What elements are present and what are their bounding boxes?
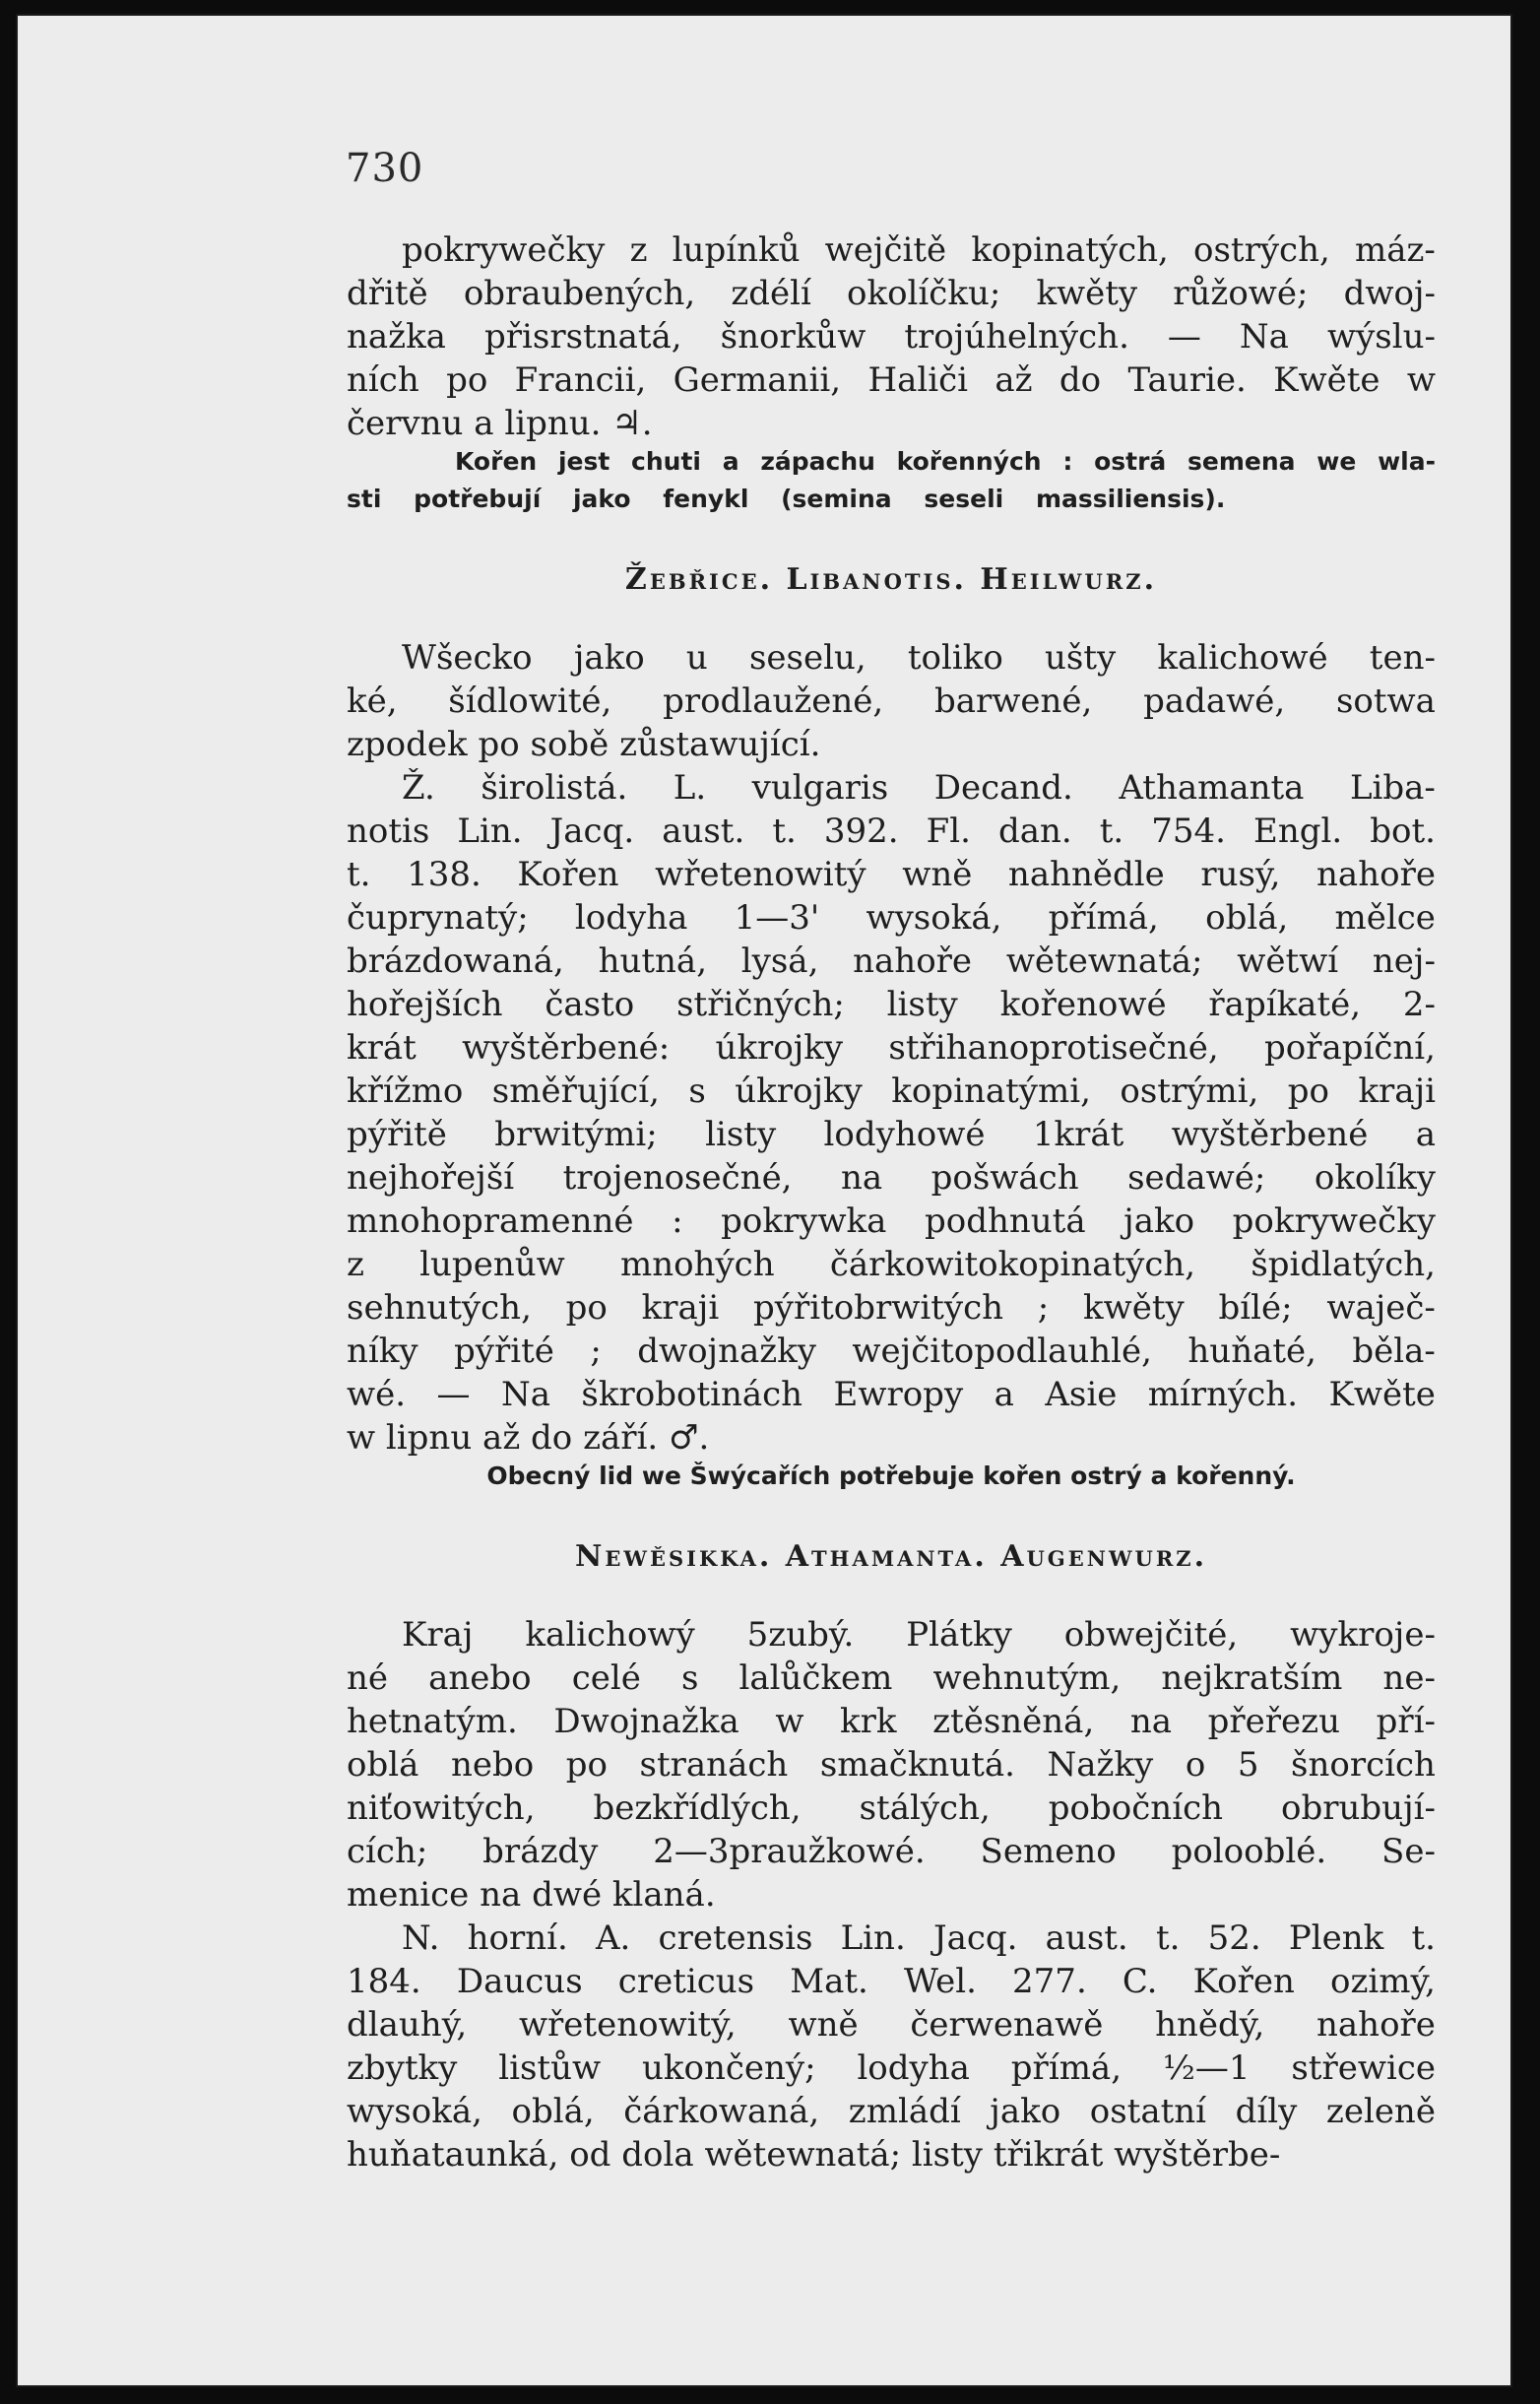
text-line: pokrywečky z lupínků wejčitě kopinatých, ostrých, máz- [402,230,1436,270]
text-line: hetnatým. Dwojnažka w krk ztěsněná, na přeřezu pří- [347,1702,1436,1741]
book-page [16,14,1512,2387]
text-line: w lipnu až do září. ♂. [347,1418,710,1458]
text-line: sehnutých, po kraji pýřitobrwitých ; kwěty bílé; waječ- [347,1288,1436,1328]
text-line: ké, šídlowité, prodlaužené, barwené, padawé, sotwa [347,682,1436,721]
text-line: oblá nebo po stranách smačknutá. Nažky o 5 šnorcích [347,1745,1436,1785]
text-line: nejhořejší trojenosečné, na pošwách sedawé; okolíky [347,1158,1436,1198]
text-line: né anebo celé s lalůčkem wehnutým, nejkratším ne- [347,1658,1436,1698]
text-line: t. 138. Kořen wřetenowitý wně nahnědle rusý, nahoře [347,855,1436,894]
note-line: Obecný lid we Šwýcařích potřebuje kořen ostrý a kořenný. [486,1462,1296,1490]
text-line: huňataunká, od dola wětewnatá; listy třikrát wyštěrbe- [347,2135,1281,2175]
spacer [347,1499,1436,1532]
section-heading: Žebřice. Libanotis. Heilwurz. [624,562,1158,597]
text-line: Kraj kalichowý 5zubý. Plátky obwejčité, wykroje- [402,1615,1436,1655]
text-line: křížmo směřující, s úkrojky kopinatými, ostrými, po kraji [347,1072,1436,1111]
text-line: wysoká, oblá, čárkowaná, zmládí jako ostatní díly zeleně [347,2092,1436,2131]
note-line: Kořen jest chuti a zápachu kořenných : ostrá semena we wla- [455,447,1436,476]
text-line: zbytky listůw ukončený; lodyha přímá, ½—1 střewice [347,2048,1436,2088]
text-line: Ž. širolistá. L. vulgaris Decand. Athamanta Liba- [402,768,1436,808]
note-paragraph [347,447,1436,522]
text-line: N. horní. A. cretensis Lin. Jacq. aust. t. 52. Plenk t. [402,1918,1436,1958]
text-paragraph [347,1615,1436,1918]
spacer [347,522,1436,555]
text-line: pýřitě brwitými; listy lodyhowé 1krát wyštěrbené a [347,1115,1436,1154]
text-line: dlauhý, wřetenowitý, wně čerwenawě hnědý, nahoře [347,2005,1436,2045]
text-line: krát wyštěrbené: úkrojky střihanoprotisečné, pořapíční, [347,1028,1436,1068]
text-line: niťowitých, bezkřídlých, stálých, pobočních obrubují- [347,1788,1436,1828]
text-paragraph [347,1918,1436,2178]
section-heading: Newěsikka. Athamanta. Augenwurz. [574,1539,1208,1574]
text-line: z lupenůw mnohých čárkowitokopinatých, špidlatých, [347,1245,1436,1284]
page-number: 730 [346,146,424,191]
text-line: brázdowaná, hutná, lysá, nahoře wětewnatá; wětwí nej- [347,942,1436,981]
text-line: čuprynatý; lodyha 1—3' wysoká, přímá, oblá, mělce [347,898,1436,938]
text-paragraph [347,768,1436,1462]
text-line: 184. Daucus creticus Mat. Wel. 277. C. Kořen ozimý, [347,1962,1436,2001]
text-line: notis Lin. Jacq. aust. t. 392. Fl. dan. t. 754. Engl. bot. [347,812,1436,851]
text-line: ních po Francii, Germanii, Haliči až do Taurie. Kwěte w [347,360,1436,400]
text-line: zpodek po sobě zůstawující. [347,725,821,764]
note-paragraph [347,1462,1436,1499]
text-line: hořejších často střičných; listy kořenowé řapíkaté, 2- [347,985,1436,1024]
text-line: nažka přisrstnatá, šnorkůw trojúhelných. — Na wýslu- [347,317,1436,357]
text-line: menice na dwé klaná. [347,1875,716,1915]
text-paragraph [347,638,1436,768]
text-line: červnu a lipnu. ♃. [347,404,653,443]
spacer [347,1582,1436,1615]
page-body [347,230,1436,2178]
note-line: sti potřebují jako fenykl (semina seseli massiliensis). [347,485,1226,513]
spacer [347,605,1436,638]
text-line: níky pýřité ; dwojnažky wejčitopodlauhlé, huňaté, běla- [347,1332,1436,1371]
text-line: mnohopramenné : pokrywka podhnutá jako pokrywečky [347,1202,1436,1241]
text-line: dřitě obraubených, zdélí okolíčku; kwěty růžowé; dwoj- [347,274,1436,313]
text-line: wé. — Na škrobotinách Ewropy a Asie mírných. Kwěte [347,1375,1436,1414]
text-line: cích; brázdy 2—3praužkowé. Semeno polooblé. Se- [347,1832,1436,1871]
text-paragraph [347,230,1436,447]
text-line: Wšecko jako u seselu, toliko ušty kalichowé ten- [402,638,1436,678]
